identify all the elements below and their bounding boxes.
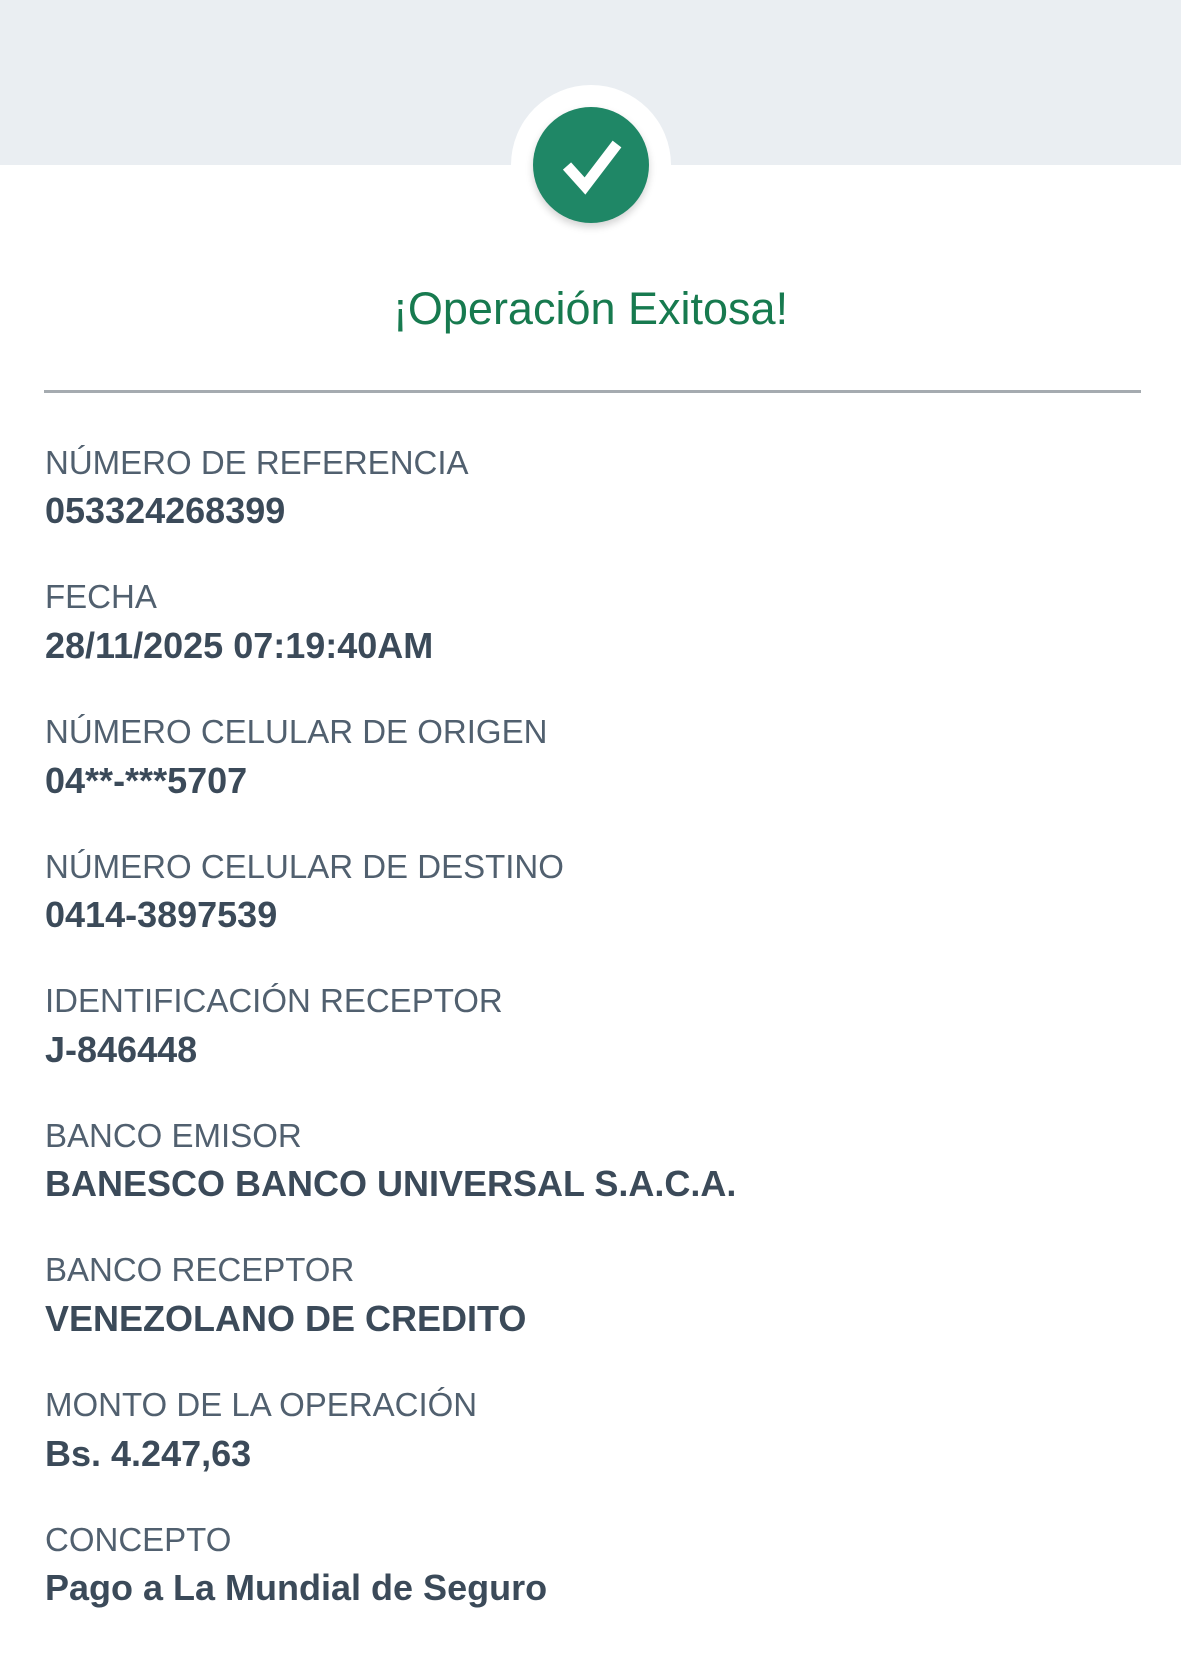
checkmark-icon [555, 133, 627, 197]
field-value: BANESCO BANCO UNIVERSAL S.A.C.A. [45, 1163, 737, 1205]
field-value: VENEZOLANO DE CREDITO [45, 1297, 527, 1339]
receipt-fields [0, 393, 1181, 1610]
success-circle [533, 107, 649, 223]
receipt-field [45, 847, 1136, 938]
field-value: 04**-***5707 [45, 759, 248, 801]
field-label: CONCEPTO [45, 1520, 232, 1558]
field-label: MONTO DE LA OPERACIÓN [45, 1385, 478, 1423]
success-title: ¡Operación Exitosa! [392, 283, 789, 334]
field-label: BANCO RECEPTOR [45, 1251, 355, 1289]
success-icon [511, 85, 671, 245]
field-value: J-846448 [45, 1028, 198, 1070]
field-value: 28/11/2025 07:19:40AM [45, 624, 434, 666]
receipt-field [45, 981, 1136, 1072]
receipt-field [45, 577, 1136, 668]
receipt-field [45, 1520, 1136, 1611]
receipt-field [45, 1250, 1136, 1341]
field-value: Bs. 4.247,63 [45, 1432, 252, 1474]
field-label: NÚMERO CELULAR DE ORIGEN [45, 712, 548, 750]
receipt-field [45, 1385, 1136, 1476]
field-label: IDENTIFICACIÓN RECEPTOR [45, 982, 503, 1020]
field-label: NÚMERO CELULAR DE DESTINO [45, 847, 564, 885]
field-label: NÚMERO DE REFERENCIA [45, 443, 469, 481]
receipt-field [45, 712, 1136, 803]
receipt-field [45, 443, 1136, 534]
field-label: BANCO EMISOR [45, 1116, 302, 1154]
field-value: 0414-3897539 [45, 894, 278, 936]
field-value: Pago a La Mundial de Seguro [45, 1567, 548, 1609]
field-value: 053324268399 [45, 490, 286, 532]
field-label: FECHA [45, 578, 157, 616]
receipt-field [45, 1116, 1136, 1207]
